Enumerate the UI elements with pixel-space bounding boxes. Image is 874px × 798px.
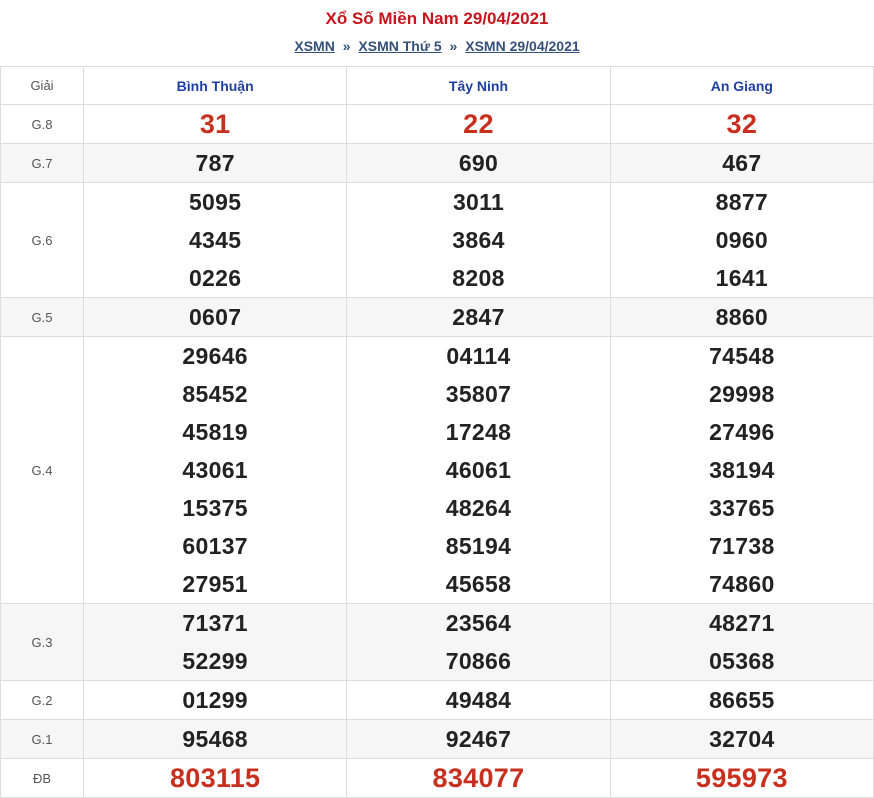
prize-cell-an-giang xyxy=(610,337,873,604)
prize-number: 3864 xyxy=(452,227,505,253)
results-body xyxy=(1,105,874,798)
prize-number: 23564 xyxy=(445,610,512,636)
prize-number: 48271 xyxy=(709,610,775,636)
prize-cell-tay-ninh xyxy=(347,604,610,681)
table-row xyxy=(1,681,874,720)
prize-cell-binh-thuan xyxy=(84,720,347,759)
prize-number: 05368 xyxy=(709,648,775,674)
table-row xyxy=(1,144,874,183)
province-header-an-giang: An Giang xyxy=(610,67,873,105)
table-row xyxy=(1,183,874,298)
prize-number: 38194 xyxy=(709,457,775,483)
prize-label: G.5 xyxy=(1,298,84,337)
prize-number: 5095 xyxy=(188,189,242,215)
prize-number: 0226 xyxy=(188,265,242,291)
prize-number: 45658 xyxy=(445,571,512,597)
prize-number: 71738 xyxy=(709,533,775,559)
prize-number: 27951 xyxy=(182,571,248,597)
prize-number: 15375 xyxy=(182,495,248,521)
prize-cell-binh-thuan xyxy=(84,604,347,681)
prize-number: 17248 xyxy=(445,419,512,445)
prize-number: 52299 xyxy=(182,648,248,674)
prize-number: 48264 xyxy=(445,495,512,521)
prize-cell-an-giang xyxy=(610,298,873,337)
prize-number: 2847 xyxy=(452,304,505,330)
prize-cell-binh-thuan xyxy=(84,298,347,337)
prize-number: 595973 xyxy=(695,763,788,793)
prize-label: G.4 xyxy=(1,337,84,604)
prize-number: 04114 xyxy=(446,343,511,369)
breadcrumb-link-xsmn-thu5[interactable]: XSMN Thứ 5 xyxy=(358,38,442,54)
province-header-binh-thuan: Bình Thuận xyxy=(84,67,347,105)
prize-cell-an-giang xyxy=(610,681,873,720)
prize-number: 85452 xyxy=(182,381,248,407)
prize-number: 95468 xyxy=(182,726,248,752)
prize-number: 29998 xyxy=(709,381,775,407)
table-header-row xyxy=(1,67,874,105)
prize-number: 27496 xyxy=(709,419,775,445)
table-row xyxy=(1,720,874,759)
prize-cell-tay-ninh xyxy=(347,144,610,183)
prize-number: 8877 xyxy=(715,189,769,215)
prize-number: 29646 xyxy=(182,343,248,369)
prize-number: 01299 xyxy=(182,687,248,713)
prize-number: 4345 xyxy=(188,227,242,253)
prize-cell-tay-ninh xyxy=(347,337,610,604)
prize-number: 35807 xyxy=(445,381,512,407)
prize-number: 45819 xyxy=(182,419,248,445)
prize-number: 60137 xyxy=(182,533,248,559)
prize-number: 0960 xyxy=(715,227,769,253)
prize-number: 49484 xyxy=(445,687,512,713)
prize-cell-tay-ninh xyxy=(347,681,610,720)
prize-number: 86655 xyxy=(709,687,775,713)
prize-cell-binh-thuan xyxy=(84,337,347,604)
prize-cell-an-giang xyxy=(610,759,873,798)
prize-label: G.8 xyxy=(1,105,84,144)
prize-cell-binh-thuan xyxy=(84,105,347,144)
page-title: Xổ Số Miền Nam 29/04/2021 xyxy=(325,9,549,28)
prize-number: 1641 xyxy=(715,265,769,291)
table-row xyxy=(1,337,874,604)
prize-number: 74860 xyxy=(709,571,775,597)
giai-column-header: Giải xyxy=(1,67,84,105)
prize-cell-an-giang xyxy=(610,183,873,298)
prize-number: 32704 xyxy=(709,726,775,752)
results-table xyxy=(0,66,874,798)
table-row xyxy=(1,604,874,681)
breadcrumb-separator: » xyxy=(449,38,458,54)
table-row xyxy=(1,298,874,337)
prize-number: 46061 xyxy=(445,457,512,483)
prize-cell-an-giang xyxy=(610,144,873,183)
prize-number: 33765 xyxy=(709,495,775,521)
prize-number: 803115 xyxy=(169,763,261,793)
prize-cell-an-giang xyxy=(610,720,873,759)
prize-number: 8208 xyxy=(452,265,505,291)
breadcrumb-separator: » xyxy=(342,38,351,54)
prize-number: 8860 xyxy=(715,304,769,330)
prize-label: G.2 xyxy=(1,681,84,720)
prize-number: 74548 xyxy=(709,343,775,369)
prize-number: 70866 xyxy=(445,648,512,674)
prize-cell-binh-thuan xyxy=(84,759,347,798)
prize-cell-tay-ninh xyxy=(347,720,610,759)
prize-cell-binh-thuan xyxy=(84,681,347,720)
prize-number: 43061 xyxy=(182,457,248,483)
prize-label: ĐB xyxy=(1,759,84,798)
prize-number: 22 xyxy=(463,109,494,139)
prize-label: G.6 xyxy=(1,183,84,298)
breadcrumb-link-xsmn-date[interactable]: XSMN 29/04/2021 xyxy=(465,38,580,54)
prize-cell-an-giang xyxy=(610,604,873,681)
prize-number: 834077 xyxy=(432,763,525,793)
prize-label: G.3 xyxy=(1,604,84,681)
breadcrumb xyxy=(0,37,874,55)
prize-number: 0607 xyxy=(188,304,242,330)
prize-label: G.7 xyxy=(1,144,84,183)
prize-cell-tay-ninh xyxy=(347,759,610,798)
prize-cell-an-giang xyxy=(610,105,873,144)
prize-number: 85194 xyxy=(445,533,512,559)
prize-cell-tay-ninh xyxy=(347,105,610,144)
prize-number: 32 xyxy=(726,109,758,139)
prize-number: 787 xyxy=(195,150,235,176)
prize-cell-tay-ninh xyxy=(347,298,610,337)
prize-cell-binh-thuan xyxy=(84,144,347,183)
prize-number: 690 xyxy=(458,150,499,176)
table-row xyxy=(1,105,874,144)
breadcrumb-link-xsmn[interactable]: XSMN xyxy=(294,38,335,54)
prize-number: 467 xyxy=(722,150,762,176)
province-header-tay-ninh: Tây Ninh xyxy=(347,67,610,105)
prize-number: 71371 xyxy=(182,610,248,636)
prize-number: 31 xyxy=(199,109,231,139)
prize-number: 3011 xyxy=(452,189,505,215)
prize-cell-binh-thuan xyxy=(84,183,347,298)
prize-label: G.1 xyxy=(1,720,84,759)
table-row xyxy=(1,759,874,798)
prize-number: 92467 xyxy=(445,726,512,752)
prize-cell-tay-ninh xyxy=(347,183,610,298)
